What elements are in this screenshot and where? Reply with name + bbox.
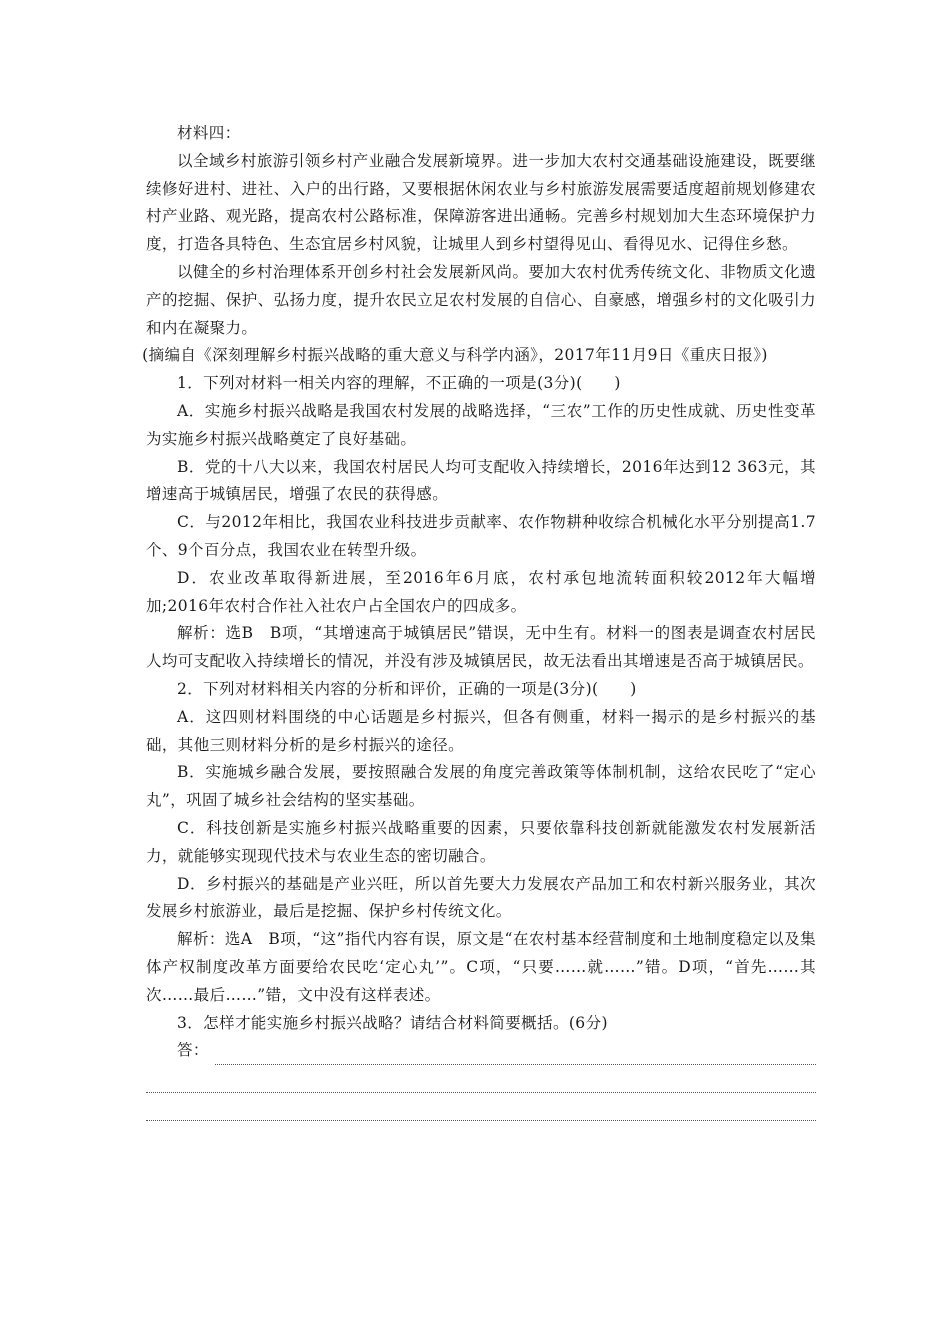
answer-line-1[interactable] bbox=[215, 1046, 816, 1065]
answer-area[interactable] bbox=[146, 1037, 816, 1065]
q1-stem: 1．下列对材料一相关内容的理解，不正确的一项是(3分)( ) bbox=[177, 374, 621, 393]
q2-option-d: D．乡村振兴的基础是产业兴旺，所以首先要大力发展农产品加工和农村新兴服务业，其次发展乡村旅游业，最后是挖掘、保护乡村传统文化。 bbox=[146, 874, 816, 921]
source-citation: (摘编自《深刻理解乡村振兴战略的重大意义与科学内涵》，2017年11月9日《重庆日报》) bbox=[142, 346, 768, 365]
q1-option-a: A．实施乡村振兴战略是我国农村发展的战略选择，“三农”工作的历史性成就、历史性变革为实施乡村振兴战略奠定了良好基础。 bbox=[146, 401, 816, 448]
q2-option-b: B．实施城乡融合发展，要按照融合发展的角度完善政策等体制机制，这给农民吃了“定心丸”，巩固了城乡社会结构的坚实基础。 bbox=[146, 763, 816, 810]
q1-option-b: B．党的十八大以来，我国农村居民人均可支配收入持续增长，2016年达到12 363元，其增速高于城镇居民，增强了农民的获得感。 bbox=[146, 457, 816, 504]
q2-analysis: 解析：选A B项，“这”指代内容有误，原文是“在农村基本经营制度和土地制度稳定以及集体产权制度改革方面要给农民吃‘定心丸’”。C项，“只要……就……”错。D项，“首先……其次……最后……”错，文中没有这样表述。 bbox=[146, 930, 816, 1004]
answer-label: 答： bbox=[177, 1041, 209, 1060]
q1-analysis: 解析：选B B项，“其增速高于城镇居民”错误，无中生有。材料一的图表是调查农村居民人均可支配收入持续增长的情况，并没有涉及城镇居民，故无法看出其增速是否高于城镇居民。 bbox=[146, 624, 816, 671]
material-paragraph-1: 以全域乡村旅游引领乡村产业融合发展新境界。进一步加大农村交通基础设施建设，既要继续修好进村、进社、入户的出行路，又要根据休闲农业与乡村旅游发展需要适度超前规划修建农村产业路、观光路，提高农村公路标准，保障游客进出通畅。完善乡村规划加大生态环境保护力度，打造各具特色、生态宜居乡村风貌，让城里人到乡村望得见山、看得见水、记得住乡愁。 bbox=[146, 151, 816, 254]
document-page bbox=[142, 120, 816, 1121]
q3-stem: 3．怎样才能实施乡村振兴战略？请结合材料简要概括。(6分) bbox=[177, 1013, 608, 1032]
q1-option-c: C．与2012年相比，我国农业科技进步贡献率、农作物耕种收综合机械化水平分别提高1.7个、9个百分点，我国农业在转型升级。 bbox=[146, 513, 816, 559]
material-title: 材料四： bbox=[177, 124, 241, 142]
q2-stem: 2．下列对材料相关内容的分析和评价，正确的一项是(3分)( ) bbox=[177, 679, 637, 698]
material-paragraph-2: 以健全的乡村治理体系开创乡村社会发展新风尚。要加大农村优秀传统文化、非物质文化遗产的挖掘、保护、弘扬力度，提升农民立足农村发展的自信心、自豪感，增强乡村的文化吸引力和内在凝聚力。 bbox=[146, 262, 816, 337]
q2-option-a: A．这四则材料围绕的中心话题是乡村振兴，但各有侧重，材料一揭示的是乡村振兴的基础，其他三则材料分析的是乡村振兴的途径。 bbox=[146, 707, 816, 754]
answer-line-3[interactable] bbox=[146, 1093, 816, 1121]
answer-line-2[interactable] bbox=[146, 1065, 816, 1093]
q1-option-d: D．农业改革取得新进展，至2016年6月底，农村承包地流转面积较2012年大幅增加;2016年农村合作社入社农户占全国农户的四成多。 bbox=[146, 568, 816, 615]
q2-option-c: C．科技创新是实施乡村振兴战略重要的因素，只要依靠科技创新就能激发农村发展新活力，就能够实现现代技术与农业生态的密切融合。 bbox=[146, 818, 816, 865]
